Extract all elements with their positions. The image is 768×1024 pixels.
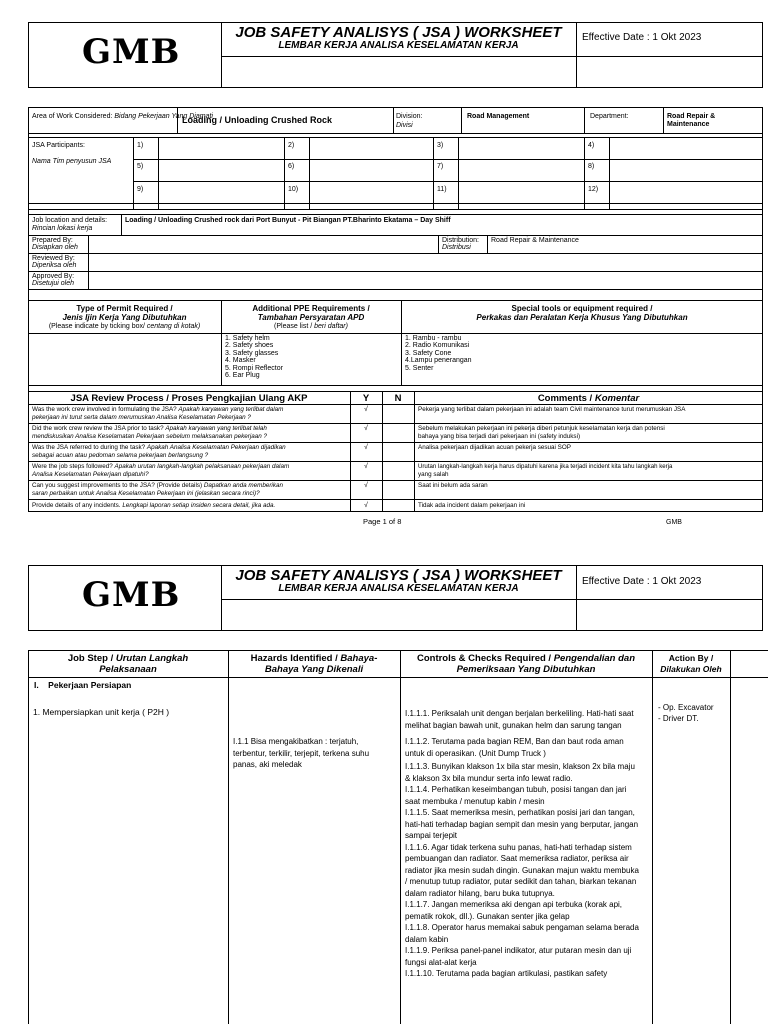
participant-slot: 4) <box>588 142 595 149</box>
section-heading: I. Pekerjaan Persiapan <box>34 680 132 690</box>
reviewed-label: Reviewed By: <box>32 255 75 262</box>
review-comment-2: bahaya yang bisa terjadi dari pekerjaan ini (safety induksi) <box>418 433 581 440</box>
prepared-label-id: Disiapkan oleh <box>32 244 78 251</box>
review-y-header: Y <box>362 393 370 404</box>
control-item: I.1.1.3. Bunyikan klakson 1x bila star mesin, klakson 2x bila maju & klakson 3x bila mundur serta info lewat radio. <box>405 762 635 783</box>
review-question: Was the work crew involved in formulating the JSA? <box>32 406 177 413</box>
participant-slot: 8) <box>588 163 595 170</box>
action-item: - Driver DT. <box>658 714 699 723</box>
control-item: I.1.1.1. Periksalah unit dengan berjalan berkeliling. Hati-hati saat melihat bagian bawah unit, gunakan helm dan sarung tangan <box>405 709 634 730</box>
tool-item: 5. Senter <box>405 364 434 372</box>
control-item: I.1.1.9. Periksa panel-panel indikator, atur putaran mesin dan uji fungsi alat-alat kerja <box>405 946 632 967</box>
ppe-note-id: beri daftar) <box>314 323 348 330</box>
review-yes-check: √ <box>364 463 368 470</box>
reviewed-label-id: Diperiksa oleh <box>32 262 77 269</box>
participant-slot: 5) <box>137 163 144 170</box>
review-question-id: Apakah karyawan yang terlibat dalam <box>178 406 284 413</box>
controls-col-header-id-2: Pemeriksaan Yang Dibutuhkan <box>456 664 596 675</box>
action-col-header: Action By / <box>668 653 714 663</box>
review-yes-check: √ <box>364 425 368 432</box>
control-item: I.1.1.5. Saat memeriksa mesin, perhatikan posisi jari dan tangan, hati-hati terhadap bagian sempit dan mesin yang berputar, jangan sampai terjepit <box>405 808 639 840</box>
area-value: Loading / Unloading Crushed Rock <box>182 115 333 125</box>
worksheet-subtitle: LEMBAR KERJA ANALISA KESELAMATAN KERJA <box>278 583 519 594</box>
review-yes-check: √ <box>364 406 368 413</box>
worksheet-subtitle: LEMBAR KERJA ANALISA KESELAMATAN KERJA <box>278 40 519 51</box>
prepared-label: Prepared By: <box>32 237 73 244</box>
review-comment: Saat ini belum ada saran <box>418 482 488 489</box>
approved-label-id: Disetujui oleh <box>32 280 75 287</box>
participant-slot: 2) <box>288 142 295 149</box>
division-value: Road Management <box>467 113 530 120</box>
comments-header: Comments / <box>537 393 593 404</box>
control-item: I.1.1.2. Terutama pada bagian REM, Ban dan baut roda aman untuk di operasikan. (Unit Dump Truck ) <box>405 737 624 758</box>
review-question-id: Dapatkan anda memberikan <box>203 482 283 489</box>
ppe-title: Additional PPE Requirements / <box>252 304 370 313</box>
control-item: I.1.1.4. Perhatikan keseimbangan tubuh, posisi tangan dan jari saat membuka / menutup kabin / mesin <box>405 785 627 806</box>
review-comment-2: yang salah <box>418 471 449 478</box>
participant-slot: 7) <box>437 163 444 170</box>
review-comment: Urutan langkah-langkah kerja harus dipatuhi karena jika terjadi incident kita tahu langkah kerja <box>418 463 673 470</box>
ppe-item: 1. Safety helm <box>225 335 270 342</box>
participant-slot: 3) <box>437 142 444 149</box>
worksheet-title: JOB SAFETY ANALISYS ( JSA ) WORKSHEET <box>235 567 562 584</box>
controls-col-header: Controls & Checks Required / <box>416 653 552 664</box>
hazard-col-header: Hazards Identified / <box>250 653 338 664</box>
location-value: Loading / Unloading Crushed rock dari Port Bunyut - Pit Biangan PT.Bharinto Ekatama – Day Shiff <box>125 217 451 224</box>
review-title: JSA Review Process / Proses Pengkajian Ulang AKP <box>70 393 308 404</box>
comments-header-id: Komentar <box>594 393 640 404</box>
effective-date: Effective Date : 1 Okt 2023 <box>582 576 702 587</box>
permit-title: Type of Permit Required / <box>76 304 173 313</box>
tool-item: 1. Rambu - rambu <box>405 335 462 342</box>
ppe-title-id: Tambahan Persyaratan APD <box>257 313 365 322</box>
ppe-item: 2. Safety shoes <box>225 342 274 350</box>
distribution-label-id: Distribusi <box>442 244 471 251</box>
tool-item: 4.Lampu penerangan <box>405 357 472 365</box>
department-label: Department: <box>590 113 629 120</box>
ppe-item: 6. Ear Plug <box>225 372 260 380</box>
distribution-label: Distribution: <box>442 237 479 244</box>
review-comment: Pekerja yang terlibat dalam pekerjaan ini adalah team Civil maintenance turut merumuskan JSA <box>418 406 686 413</box>
review-comment: Tidak ada incident dalam pekerjaan ini <box>418 502 526 509</box>
hazard-col-header-id: Bahaya- <box>340 653 378 664</box>
effective-date: Effective Date : 1 Okt 2023 <box>582 32 702 43</box>
ppe-note: (Please list / <box>274 323 313 330</box>
participant-slot: 10) <box>288 186 299 193</box>
participant-slot: 1) <box>137 142 144 149</box>
division-label-id: Divisi <box>396 122 413 129</box>
review-question: Were the job steps followed? <box>32 463 113 470</box>
review-yes-check: √ <box>364 444 368 451</box>
tools-title: Special tools or equipment required / <box>511 304 653 313</box>
control-item: I.1.1.8. Operator harus memakai sabuk pengaman selama berada dalam kabin <box>405 923 639 944</box>
review-question: Can you suggest improvements to the JSA? (Provide details) <box>32 482 203 489</box>
step-col-header-id-2: Pelaksanaan <box>99 664 157 675</box>
control-item: I.1.1.10. Terutama pada bagian artikulasi, pastikan safety <box>405 969 608 978</box>
location-label: Job location and details: <box>32 217 108 224</box>
worksheet-title: JOB SAFETY ANALISYS ( JSA ) WORKSHEET <box>235 24 562 41</box>
tools-title-id: Perkakas dan Peralatan Kerja Khusus Yang Dibutuhkan <box>476 313 688 322</box>
participant-slot: 6) <box>288 163 295 170</box>
department-value: Road Repair & Maintenance <box>667 113 716 128</box>
page-number: Page 1 of 8 <box>363 517 402 526</box>
action-item: - Op. Excavator <box>658 703 714 712</box>
review-question-id-2: pekerjaan ini turut serta dalam merumuskan Analisa Keselamatan Pekerjaan ? <box>32 414 251 421</box>
review-yes-check: √ <box>364 502 368 509</box>
distribution-value: Road Repair & Maintenance <box>491 237 579 244</box>
ppe-item: 3. Safety glasses <box>225 349 279 357</box>
review-question-id: Apakah urutan langkah-langkah pelaksanaan pekerjaan dalam <box>114 463 290 470</box>
step-col-header: Job Step / <box>67 653 114 664</box>
ppe-list <box>225 335 283 379</box>
review-question: Did the work crew review the JSA prior to task? <box>32 425 164 432</box>
hazard-item: I.1.1 Bisa mengakibatkan : terjatuh, terbentur, terkilir, terjepit, terkena suhu panas, aki meledak <box>233 737 370 769</box>
permit-note-id: centang di kotak) <box>146 323 201 330</box>
hazard-col-header-id-2: Bahaya Yang Dikenali <box>264 664 364 675</box>
review-question: Provide details of any incidents. <box>32 502 121 509</box>
review-question-id: Apakah Analisa Keselamatan Pekerjaan dijadikan <box>146 444 286 451</box>
participant-slot: 9) <box>137 186 144 193</box>
controls-list <box>405 708 639 980</box>
review-question-id-2: saran perbaikan untuk Analisa Keselamatan Pekerjaan ini (jelaskan secara rinci)? <box>32 490 260 497</box>
action-list <box>658 702 714 724</box>
location-label-id: Rincian lokasi kerja <box>32 225 93 232</box>
area-label: Area of Work Considered: <box>32 113 113 120</box>
company-logo: GMB <box>82 32 181 72</box>
control-item: I.1.1.6. Agar tidak terkena suhu panas, hati-hati terhadap sistem pembuangan dan radiator. Saat memeriksa radiator, periksa air radiator jika mesin sudah dingin. Gunakan majun waktu membuka / menutup tutup radiator, putar sedikit dan tahan, biarkan tekanan dalam radiator hilang, baru buka tutupnya. <box>405 842 639 898</box>
ppe-item: 4. Masker <box>225 357 256 365</box>
job-step: 1. Mempersiapkan unit kerja ( P2H ) <box>33 707 170 717</box>
tools-list <box>405 335 472 372</box>
review-question: Was the JSA referred to during the task? <box>32 444 146 451</box>
review-question-id-2: sebagai acuan atau pedoman selama pekerjaan berlangsung ? <box>32 452 209 459</box>
permit-note: (Please indicate by ticking box/ <box>48 323 145 330</box>
review-yes-check: √ <box>364 482 368 489</box>
participants-label-id: Nama Tim penyusun JSA <box>32 158 112 165</box>
review-question-id-2: Analisa Keselamatan Pekerjaan dipatuhi? <box>32 471 149 478</box>
footer-company: GMB <box>666 519 682 526</box>
step-col-header-id: Urutan Langkah <box>115 653 189 664</box>
tool-item: 3. Safety Cone <box>405 349 452 357</box>
ppe-item: 5. Rompi Reflector <box>225 364 283 372</box>
action-col-header-id: Dilakukan Oleh <box>660 664 722 674</box>
area-label-id: Bidang Pekerjaan Yang Diamati <box>114 113 213 120</box>
permit-title-id: Jenis Ijin Kerja Yang Dibutuhkan <box>62 313 187 322</box>
review-n-header: N <box>394 393 402 404</box>
division-label: Division: <box>396 113 423 120</box>
participant-slot: 12) <box>588 186 599 193</box>
control-item: I.1.1.7. Jangan memeriksa aki dengan api terbuka (korak api, pematik rokok, dll.). Gunakan senter jika gelap <box>405 900 623 921</box>
company-logo: GMB <box>82 575 181 615</box>
review-question-id: Apakah karyawan yang terlibat telah <box>165 425 267 432</box>
tool-item: 2. Radio Komunikasi <box>405 342 470 350</box>
participants-label: JSA Participants: <box>32 142 85 149</box>
review-comment: Analisa pekerjaan dijadikan acuan pekerja sesuai SOP <box>418 444 571 451</box>
approved-label: Approved By: <box>32 273 75 280</box>
controls-col-header-id: Pengendalian dan <box>553 653 636 664</box>
review-question-id-2: mendiskusikan Analisa Keselamatan Pekerjaan sebelum melaksanakan pekerjaan ? <box>32 433 267 440</box>
review-comment: Sebelum melakukan pekerjaan ini pekerja diberi petunjuk keselamatan kerja dan potensi <box>418 425 665 432</box>
participant-slot: 11) <box>437 186 447 193</box>
review-question-id: Lengkapi laporan setiap insiden secara detail, jika ada. <box>122 502 276 509</box>
